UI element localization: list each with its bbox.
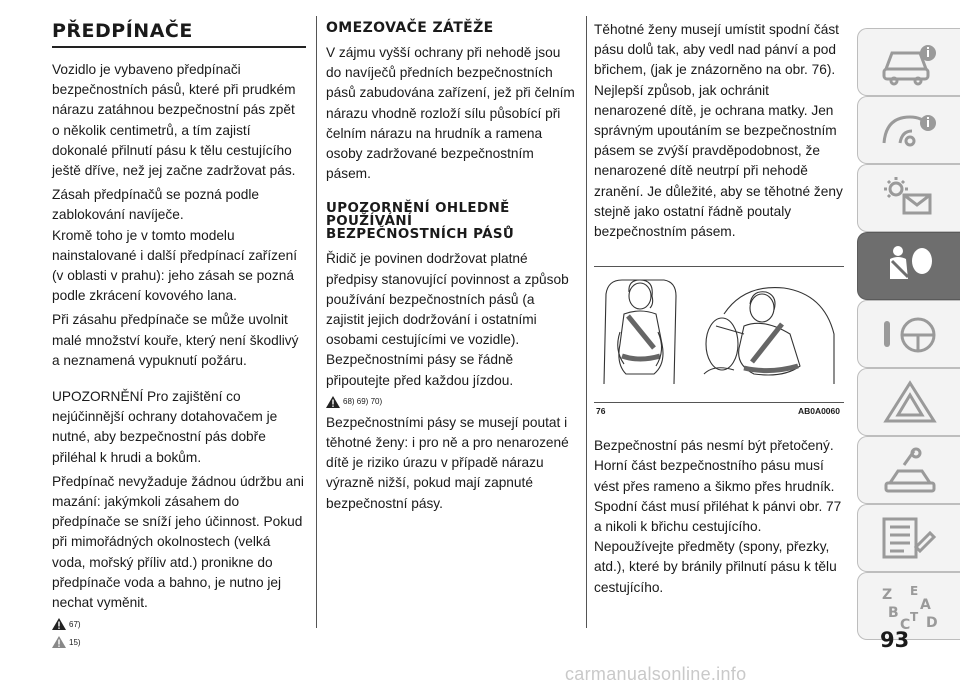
- svg-text:Z: Z: [882, 587, 893, 603]
- paragraph: Bezpečnostními pásy se musejí poutat i těhotné ženy: i pro ně a pro nenarozené dítě je riziko úrazu v případě nárazu výrazně nižší, pokud mají zapnuté bezpečnostní pásy.: [326, 414, 569, 511]
- column-1: [52, 14, 306, 653]
- paragraph: Kromě toho je v tomto modelu nainstalované i další předpínací zařízení (v oblasti v prahu): jeho zásah se pozná podle zkrácení kovového lana.: [52, 227, 298, 304]
- svg-text:B: B: [888, 605, 899, 621]
- caution-triangle-icon: [52, 636, 66, 648]
- svg-text:E: E: [910, 584, 919, 598]
- paragraph: Zásah předpínačů se pozná podle zablokování navíječe.: [52, 187, 259, 223]
- reference-number: 67): [69, 619, 81, 629]
- specs-list-icon: [880, 515, 940, 563]
- reference-numbers: 68) 69) 70): [343, 397, 383, 407]
- caution-reference[interactable]: [52, 635, 306, 649]
- warning-references[interactable]: [326, 395, 576, 409]
- figure-76: [594, 266, 844, 426]
- wrench-car-icon: [880, 447, 940, 495]
- steering-icon: [880, 311, 940, 359]
- figure-top-rule: [594, 266, 844, 267]
- paragraph: Vozidlo je vybaveno předpínači bezpečnostních pásů, které při prudkém nárazu zatáhnou bezpečnostní pás zpět o několik centimetrů, a tím zajistí dokonalé přilnutí pásu k tělu cestujícího ještě dříve, než jej začne zadržovat pás.: [52, 62, 296, 179]
- warning-triangle-icon: [326, 396, 340, 408]
- tab-emergency[interactable]: [857, 368, 960, 436]
- tab-safety[interactable]: [857, 232, 960, 300]
- svg-text:A: A: [920, 597, 931, 613]
- heading-rule: [52, 46, 306, 48]
- tab-car-info[interactable]: [857, 28, 960, 96]
- svg-text:D: D: [926, 615, 938, 631]
- paragraph: Těhotné ženy musejí umístit spodní část pásu dolů tak, aby vedl nad pánví a pod břichem, (jak je znázorněno na obr. 76). Nejlepší způsob, jak ochránit nenarozené dítě, je ochrana matky. Jen správným upoutáním se bezpečnostním pásem se zvýší pravděpodobnost, že nenarozené dítě neutrpí při nehodě zranění. Je důležité, aby se těhotné ženy stejně jako ostatní řádně poutaly bezpečnostním pásem.: [594, 22, 843, 240]
- svg-text:C: C: [900, 617, 911, 631]
- light-mail-icon: [880, 175, 940, 223]
- column-2: [326, 14, 576, 518]
- dashboard-icon: [880, 107, 940, 155]
- figure-code: AB0A0060: [797, 406, 840, 417]
- warning-triangle-icon: [880, 379, 940, 427]
- heading-line: BEZPEČNOSTNÍCH PÁSŮ: [326, 227, 515, 243]
- paragraph: Řidič je povinen dodržovat platné předpisy stanovující povinnost a způsob používání bezpečnostních pásů (a zajistit jejich dodržování i ostatními osobami cestujícími ve vozidle). Bezpečnostními pásy se řádně připoutejte před každou jízdou.: [326, 251, 569, 388]
- tab-lights-messages[interactable]: [857, 164, 960, 232]
- reference-number: 15): [69, 637, 81, 647]
- page-number: 93: [880, 628, 910, 652]
- warning-reference[interactable]: [52, 617, 306, 631]
- paragraph: V zájmu vyšší ochrany při nehodě jsou do navíječů předních bezpečnostních pásů zabudována zařízení, jež při čelním nárazu vhodně rozloží sílu působící při čelním nárazu na hrudník a ramena osoby zadržované bezpečnostním pásem.: [326, 45, 575, 182]
- car-info-icon: [880, 39, 940, 87]
- heading-line: UPOZORNĚNÍ OHLEDNĚ: [326, 201, 510, 217]
- seatbelt-airbag-icon: [880, 243, 940, 291]
- tab-starting-driving[interactable]: [857, 300, 960, 368]
- svg-text:T: T: [910, 610, 919, 624]
- column-divider-1: [316, 16, 317, 628]
- column-divider-2: [586, 16, 587, 628]
- paragraph-warning: UPOZORNĚNÍ Pro zajištění co nejúčinnější ochrany dotahovačem je nutné, aby bezpečnostní pás dobře přiléhal k hrudi a bokům.: [52, 389, 278, 465]
- figure-bottom-rule: [594, 402, 844, 403]
- tab-dashboard[interactable]: [857, 96, 960, 164]
- paragraph: Předpínač nevyžaduje žádnou údržbu ani mazání: jakýmkoli zásahem do předpínače se sníží jeho účinnost. Pokud při mimořádných okolnostech (velká voda, mořský příliv atd.) pronikne do předpínače voda a bahno, je nutno jej nechat vyměnit.: [52, 473, 304, 611]
- watermark: carmanualsonline.info: [565, 664, 747, 684]
- warning-triangle-icon: [52, 618, 66, 630]
- section-heading-seatbelt-warning: [326, 202, 576, 241]
- column-3: [594, 14, 844, 602]
- pregnant-woman-seatbelt-illustration: [594, 274, 844, 384]
- index-letters-icon: [880, 583, 940, 631]
- heading-line: POUŽÍVÁNÍ: [326, 214, 413, 230]
- figure-number: 76: [596, 406, 606, 417]
- section-heading-pretensioners: PŘEDPÍNAČE: [52, 20, 193, 42]
- tab-technical-specs[interactable]: [857, 504, 960, 572]
- section-heading-load-limiters: OMEZOVAČE ZÁTĚŽE: [326, 20, 494, 36]
- tab-maintenance[interactable]: [857, 436, 960, 504]
- paragraph: Při zásahu předpínače se může uvolnit malé množství kouře, který není škodlivý a neznamená vypuknutí požáru.: [52, 312, 299, 368]
- paragraph: Bezpečnostní pás nesmí být přetočený. Horní část bezpečnostního pásu musí vést přes rameno a šikmo přes hrudník. Spodní část musí přiléhat k pánvi obr. 77 a nikoli k břichu cestujícího. Nepoužívejte předměty (spony, přezky, atd.), které by bránily přilnutí pásu k tělu cestujícího.: [594, 438, 842, 595]
